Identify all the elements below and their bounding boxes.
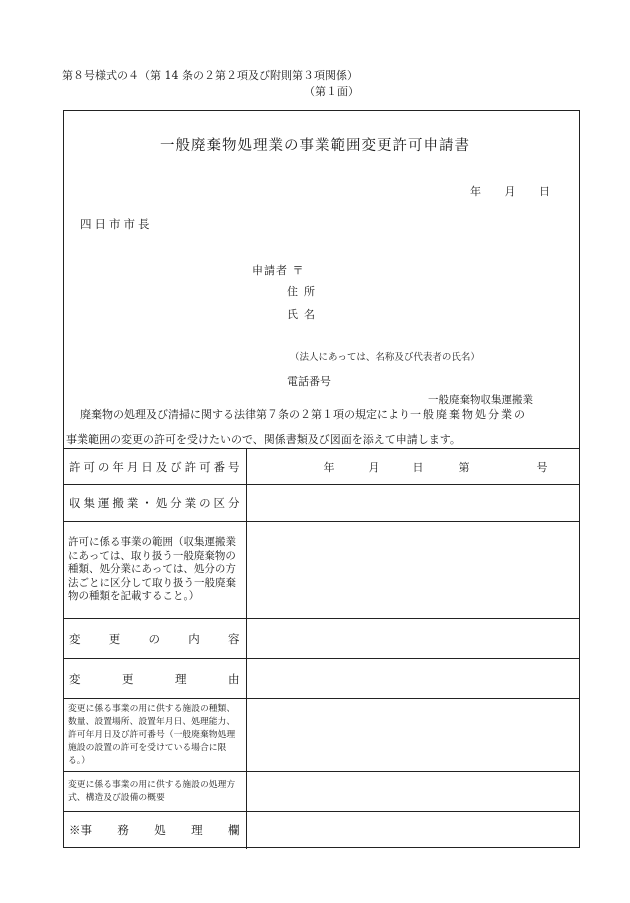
category-label-char: 分 bbox=[227, 496, 240, 510]
office-label-char: 処 bbox=[154, 823, 166, 838]
form-reference: 第８号様式の４（第 14 条の２第２項及び附則第３項関係） bbox=[62, 69, 358, 82]
permit-label-char: び bbox=[170, 459, 182, 474]
office-label-char: 欄 bbox=[228, 823, 240, 838]
facility-label-cell bbox=[63, 699, 246, 772]
permit-label-char: 年 bbox=[112, 459, 124, 474]
date-line: 年 月 日 bbox=[470, 185, 550, 198]
change-reason-label-char: 更 bbox=[122, 671, 134, 686]
phone-label: 電話番号 bbox=[287, 375, 331, 388]
facility-method-label: 変更に係る事業の用に供する施設の処理方式、構造及び設備の概要 bbox=[68, 779, 236, 803]
corporation-note: （法人にあっては、名称及び代表者の氏名） bbox=[290, 352, 480, 363]
body-line-2: 事業範囲の変更の許可を受けたいので、関係書類及び図面を添えて申請します。 bbox=[66, 433, 461, 446]
change-content-label-char: の bbox=[148, 631, 160, 646]
change-content-label-char: 変 bbox=[69, 631, 81, 646]
category-label-char: 集 bbox=[83, 496, 95, 510]
permit-day: 日 bbox=[412, 460, 424, 474]
change-content-label-char: 更 bbox=[108, 631, 121, 646]
permit-label-char: 可 bbox=[199, 459, 211, 474]
permit-label-char: 番 bbox=[213, 459, 226, 474]
form-title: 一般廃棄物処理業の事業範囲変更許可申請書 bbox=[160, 138, 470, 154]
permit-label-char: 日 bbox=[141, 459, 153, 474]
category-label-char: 収 bbox=[69, 496, 81, 510]
facility-label: 変更に係る事業の用に供する施設の種類、数量、設置場所、設置年月日、処理能力、許可年月日及び許可番号（一般廃棄物処理施設の設置の許可を受けている場合に限る。） bbox=[68, 703, 236, 766]
applicant-label: 申請者 〒 bbox=[252, 264, 305, 277]
address-label: 住所 bbox=[287, 285, 321, 298]
office-label-char: ※事 bbox=[69, 823, 92, 838]
change-content-label-cell bbox=[63, 619, 246, 659]
scope-value-cell[interactable] bbox=[246, 522, 580, 619]
category-label-char: 区 bbox=[213, 496, 226, 510]
business-type: 一般廃棄物処分業 bbox=[410, 408, 514, 421]
facility-method-label-cell bbox=[63, 772, 246, 812]
application-table bbox=[63, 448, 580, 849]
addressee: 四日市市長 bbox=[80, 217, 153, 231]
category-label-char: 運 bbox=[97, 496, 110, 510]
change-reason-label-cell bbox=[63, 659, 246, 699]
permit-dai: 第 bbox=[458, 460, 470, 474]
category-label-char: 搬 bbox=[112, 496, 124, 510]
category-label-char: 分 bbox=[170, 496, 182, 510]
scope-label: 許可に係る事業の範囲（収集運搬業にあっては、取り扱う一般廃棄物の種類、処分業にあっては、処分の方法ごとに区分して取り扱う一般廃棄物の種類を記載すること。） bbox=[68, 536, 236, 603]
office-label-char: 理 bbox=[191, 823, 203, 838]
business-type-alternative: 一般廃棄物収集運搬業 bbox=[428, 394, 533, 406]
change-reason-label-char: 由 bbox=[228, 671, 240, 686]
category-label bbox=[69, 495, 240, 511]
change-content-value-cell[interactable] bbox=[246, 619, 580, 659]
office-value-cell bbox=[246, 812, 580, 849]
change-reason-label bbox=[69, 671, 240, 687]
permit-label-char: の bbox=[97, 459, 110, 474]
category-label-char: の bbox=[199, 496, 211, 510]
office-label bbox=[69, 822, 240, 838]
permit-label-char: 許 bbox=[69, 459, 81, 474]
permit-label-char: 号 bbox=[227, 459, 240, 474]
office-label-char: 務 bbox=[117, 823, 129, 838]
change-reason-label-char: 変 bbox=[69, 671, 81, 686]
permit-year: 年 bbox=[323, 460, 335, 474]
category-label-char: 処 bbox=[155, 496, 168, 510]
category-label-cell bbox=[63, 485, 246, 522]
category-label-char: ・ bbox=[141, 496, 153, 510]
permit-month: 月 bbox=[368, 460, 380, 474]
body-line-1 bbox=[80, 406, 525, 422]
permit-label bbox=[69, 459, 240, 475]
scope-label-cell bbox=[63, 522, 246, 619]
facility-value-cell[interactable] bbox=[246, 699, 580, 772]
permit-label-char: 月 bbox=[126, 459, 139, 474]
permit-label-char: 及 bbox=[155, 459, 168, 474]
name-label: 氏名 bbox=[287, 308, 321, 321]
category-label-char: 業 bbox=[184, 496, 197, 510]
page-number: （第１面） bbox=[304, 85, 359, 98]
permit-label-char: 許 bbox=[184, 459, 197, 474]
body-line-1-prefix: 廃棄物の処理及び清掃に関する法律第７条の２第１項の規定により bbox=[80, 408, 410, 421]
change-reason-value-cell[interactable] bbox=[246, 659, 580, 699]
change-content-label bbox=[69, 631, 240, 647]
facility-method-value-cell[interactable] bbox=[246, 772, 580, 812]
permit-label-cell bbox=[63, 449, 246, 485]
body-line-1-suffix: の bbox=[514, 408, 525, 421]
change-content-label-char: 内 bbox=[188, 631, 200, 646]
permit-value-cell[interactable] bbox=[246, 449, 580, 485]
permit-go: 号 bbox=[536, 460, 548, 474]
office-label-cell bbox=[63, 812, 246, 849]
change-content-label-char: 容 bbox=[228, 631, 240, 646]
category-value-cell[interactable] bbox=[246, 485, 580, 522]
category-label-char: 業 bbox=[126, 496, 139, 510]
permit-label-char: 可 bbox=[83, 459, 95, 474]
change-reason-label-char: 理 bbox=[175, 671, 187, 686]
